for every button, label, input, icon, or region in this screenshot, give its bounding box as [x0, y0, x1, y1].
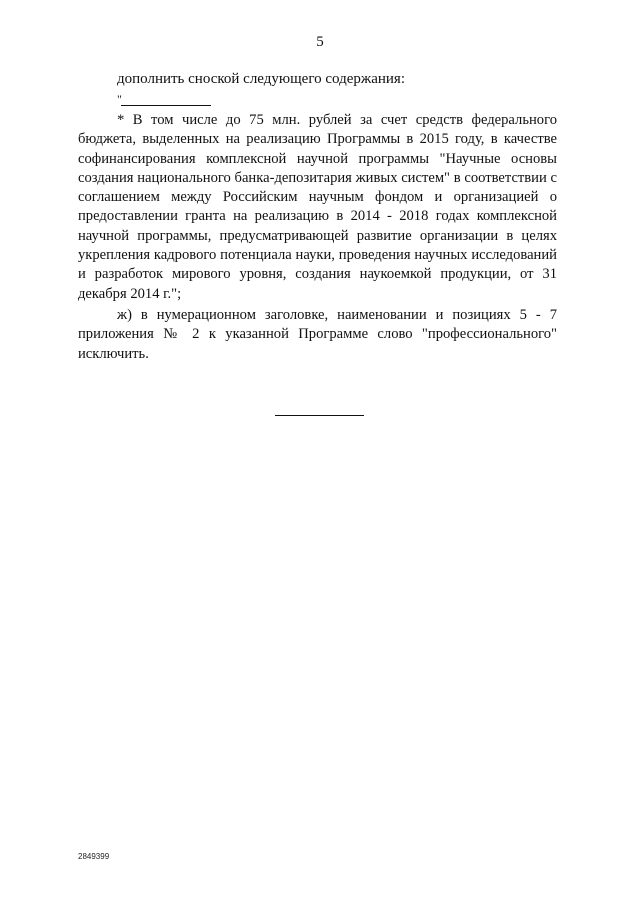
- footnote-opening: [117, 93, 211, 107]
- footnote-rule: [121, 105, 211, 106]
- opening-quote-mark: ": [117, 92, 122, 106]
- intro-line: дополнить сноской следующего содержания:: [117, 71, 406, 87]
- amendment-paragraph-zh: ж) в нумерационном заголовке, наименовании и позициях 5 - 7 приложения № 2 к указанной Программе слово "профессионального" исключить.: [78, 307, 557, 362]
- footnote-paragraph: * В том числе до 75 млн. рублей за счет средств федерального бюджета, выделенных на реализацию Программы в 2015 году, в качестве софинансирования комплексной научной программы "Научные основы создания национального банка-депозитария живых систем" в соответствии с соглашением между Российским научным фондом и организацией о предоставлении гранта на реализацию в 2014 - 2018 годах комплексной научной программы, предусматривающей развитие организации в целях укрепления кадрового потенциала науки, проведения научных исследований и разработок мирового уровня, создания наукоемкой продукции, от 31 декабря 2014 г.";: [78, 112, 557, 302]
- page-number: 5: [316, 34, 324, 50]
- document-code: 2849399: [78, 852, 110, 861]
- end-separator-line: [275, 415, 364, 416]
